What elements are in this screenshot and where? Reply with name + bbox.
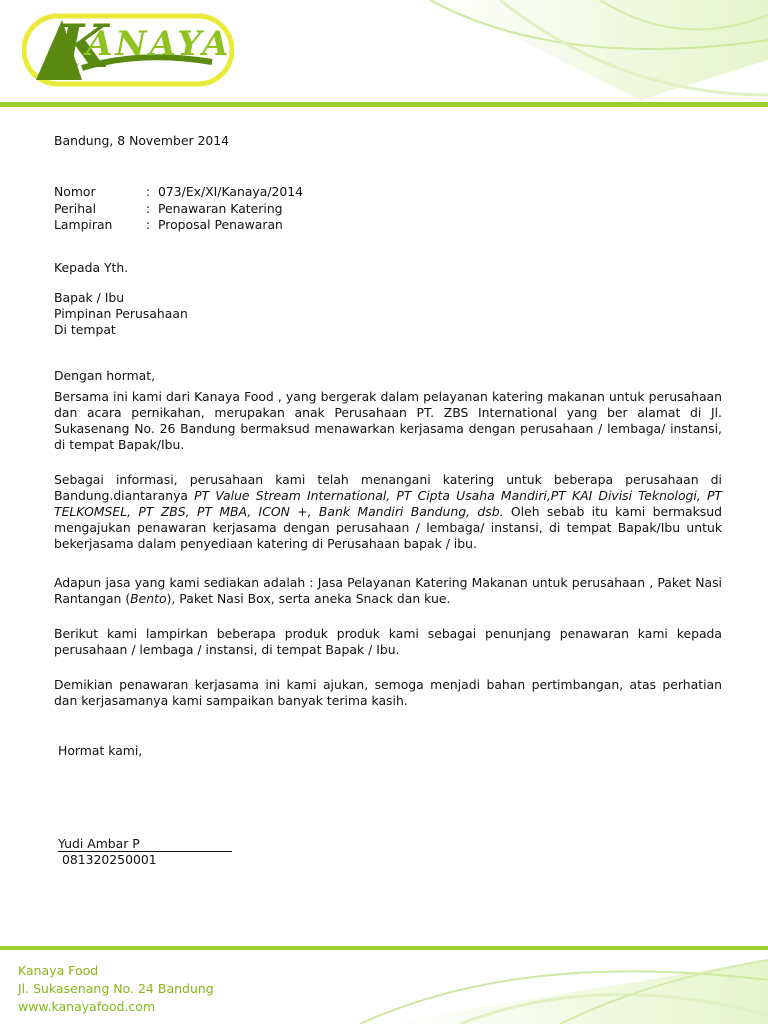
logo-initial: K [56,12,109,82]
letter-date: Bandung, 8 November 2014 [54,133,230,148]
footer-website[interactable]: www.kanayafood.com [18,999,156,1014]
paragraph-closing: Demikian penawaran kerjasama ini kami ajukan, semoga menjadi bahan pertimbangan, atas perhatian dan kerjasamanya kami sampaikan banyak terima kasih. [54,677,722,708]
company-logo [22,10,234,90]
addressee-label: Kepada Yth. [54,260,129,275]
paragraph-text: Sebagai informasi, perusahaan kami telah menangani katering untuk beberapa perusahaan di Bandung.diantaranya [54,472,722,503]
paragraph-text: Oleh sebab itu kami bermaksud mengajukan penawaran kerjasama dengan perusahaan / lembaga/ instansi, di tempat Bapak/Ibu untuk bekerjasama dalam penyediaan katering di Perusahaan bapak / ibu. [54,504,722,551]
client-list: PT Value Stream International, PT Cipta Usaha Mandiri,PT KAI Divisi Teknologi, PT TELKOMSEL, PT ZBS, PT MBA, ICON +, Bank Mandiri Bandung, dsb. [54,488,722,519]
paragraph-services [54,575,722,607]
recipient-line: Pimpinan Perusahaan [54,306,188,321]
meta-key: Nomor [54,184,96,199]
paragraph-attachment: Berikut kami lampirkan beberapa produk produk kami sebagai penunjang penawaran kami kepada perusahaan / lembaga / instansi, di tempat Bapak / Ibu. [54,626,722,657]
meta-colon: : [146,184,151,199]
paragraph-text: ), Paket Nasi Box, serta aneka Snack dan kue. [166,591,451,606]
signer-phone: 081320250001 [62,852,157,867]
meta-key: Lampiran [54,217,113,232]
meta-row-perihal [54,201,303,218]
meta-row-lampiran [54,217,303,234]
logo-text: ANAYA [86,24,232,64]
meta-key: Perihal [54,200,97,216]
paragraph-text: Adapun jasa yang kami sediakan adalah : Jasa Pelayanan Katering Makanan untuk perusahaan , Paket Nasi Rantangan ( [54,575,722,606]
bento-term: Bento [130,591,167,606]
meta-colon: : [146,217,151,232]
paragraph-clients [54,472,722,552]
recipient-block [54,290,188,338]
footer-address: Jl. Sukasenang No. 24 Bandung [18,981,214,996]
meta-value: Proposal Penawaran [158,217,283,232]
meta-colon: : [146,200,151,216]
footer-company: Kanaya Food [18,963,99,978]
recipient-line: Di tempat [54,322,116,337]
signer-name: Yudi Ambar P [58,836,232,852]
meta-value: 073/Ex/XI/Kanaya/2014 [158,184,304,199]
recipient-line: Bapak / Ibu [54,290,125,305]
paragraph-introduction: Bersama ini kami dari Kanaya Food , yang bergerak dalam pelayanan katering makanan untuk perusahaan dan acara pernikahan, merupakan anak Perusahaan PT. ZBS International yang ber alamat di Jl. Sukasenang No. 26 Bandung bermaksud menawarkan kerjasama dengan perusahaan / lembaga/ instansi, di tempat Bapak/Ibu. [54,389,722,452]
meta-row-nomor [54,184,303,201]
closing-salutation: Hormat kami, [58,743,143,758]
greeting: Dengan hormat, [54,368,156,383]
meta-value: Penawaran Katering [158,200,283,216]
letter-meta [54,184,303,234]
footer-contact [18,962,214,1016]
